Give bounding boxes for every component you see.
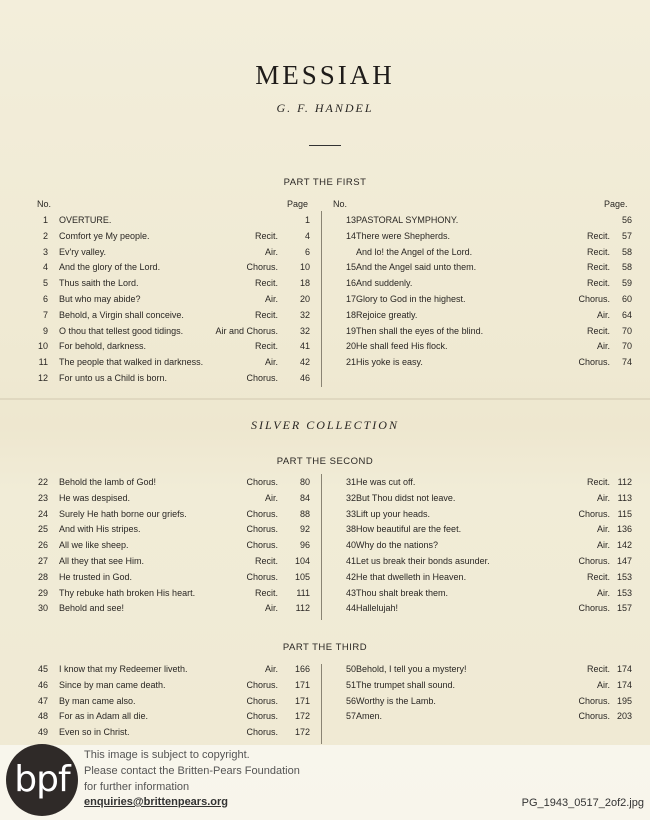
movement-page: 171 [294,695,310,706]
movement-number: 38 [345,524,356,535]
movement-title: But Thou didst not leave. [356,492,456,503]
movement-row [320,586,650,602]
movement-type: Chorus. [578,711,610,722]
movement-row [320,276,650,292]
part1-right-list [320,213,650,371]
movement-title: O thou that tellest good tidings. [59,325,184,336]
movement-title: His yoke is easy. [356,357,423,368]
movement-number: 3 [42,246,48,257]
movement-row [0,475,320,491]
movement-type: Recit. [254,341,278,352]
movement-number: 7 [42,309,48,320]
movement-page: 80 [299,477,310,487]
movement-title: He was cut off. [356,477,416,487]
movement-row [320,213,650,229]
movement-page: 64 [621,309,632,320]
movement-page: 153 [616,571,632,582]
movement-title: Worthy is the Lamb. [356,695,436,706]
composer-name: G. F. HANDEL [276,101,374,115]
movement-title: And lo! the Angel of the Lord. [356,246,473,257]
movement-number: 15 [345,262,356,273]
copyright-line-1: This image is subject to copyright. [84,749,250,761]
movement-title: And with His stripes. [59,524,141,535]
movement-type: Recit. [586,325,610,336]
movement-row [0,694,320,710]
movement-title: He was despised. [59,492,131,503]
movement-number: 11 [38,357,48,368]
column-divider [321,664,322,744]
movement-page: 6 [304,246,310,257]
movement-title: By man came also. [59,695,136,706]
movement-type: Recit. [586,278,610,289]
movement-row [0,308,320,324]
movement-number: 51 [345,679,356,690]
movement-row [320,229,650,245]
movement-row [0,491,320,507]
movement-page: 105 [294,571,310,582]
paper-fold [0,398,650,400]
movement-type: Air. [264,246,278,257]
movement-page: 195 [616,695,632,706]
movement-row [320,709,650,725]
movement-number: 4 [42,262,48,273]
movement-page: 58 [621,246,632,257]
movement-page: 60 [621,293,632,304]
part3-left-list [0,662,320,741]
movement-type: Air. [596,492,610,503]
movement-title: There were Shepherds. [356,230,451,241]
movement-title: For behold, darkness. [59,341,147,352]
movement-number: 17 [345,293,356,304]
movement-number: 56 [345,695,356,706]
copyright-line-2: Please contact the Britten-Pears Foundation [84,765,300,777]
movement-page: 92 [299,524,310,535]
movement-title: I know that my Redeemer liveth. [59,664,188,674]
movement-number: 43 [345,587,356,598]
movement-row [320,475,650,491]
work-title: MESSIAH [255,60,395,90]
movement-page: 20 [299,293,310,304]
movement-page: 171 [294,679,310,690]
part2-right-list [320,475,650,617]
movement-type: Chorus. [578,695,610,706]
movement-row [320,260,650,276]
movement-number: 22 [37,477,48,487]
movement-page: 172 [294,711,310,722]
movement-page: 115 [617,508,632,519]
movement-number: 14 [345,230,356,241]
movement-title: Glory to God in the highest. [356,293,466,304]
movement-row [0,260,320,276]
movement-type: Chorus. [578,293,610,304]
bpf-logo-text: bpf [14,759,70,800]
movement-row [0,507,320,523]
movement-page: 10 [299,262,310,273]
movement-title: And the glory of the Lord. [59,262,161,273]
movement-row [0,586,320,602]
movement-title: The people that walked in darkness. [59,357,204,368]
movement-title: Since by man came death. [59,679,166,690]
movement-row [0,339,320,355]
movement-page: 142 [616,540,632,551]
movement-title: Why do the nations? [356,540,439,551]
movement-type: Air. [596,540,610,551]
silver-collection-heading: SILVER COLLECTION [251,418,399,432]
movement-type: Chorus. [578,555,610,566]
movement-number: 12 [37,372,48,383]
movement-title: And the Angel said unto them. [356,262,477,273]
movement-number: 26 [37,540,48,551]
movement-title: Rejoice greatly. [356,309,418,320]
movement-type: Air. [264,603,278,614]
movement-page: 153 [616,587,632,598]
movement-number: 50 [345,664,356,674]
movement-page: 58 [621,262,632,273]
movement-number: 2 [42,230,48,241]
movement-title: Thy rebuke hath broken His heart. [59,587,196,598]
movement-title: Ev'ry valley. [59,246,107,257]
movement-title: Behold the lamb of God! [59,477,157,487]
movement-row [0,522,320,538]
movement-number: 44 [345,603,356,614]
movement-page: 70 [621,341,632,352]
movement-title: Let us break their bonds asunder. [356,555,490,566]
movement-page: 42 [299,357,310,368]
movement-row [0,213,320,229]
movement-row [0,292,320,308]
movement-number: 45 [37,664,48,674]
movement-type: Chorus. [246,540,278,551]
movement-type: Chorus. [578,603,610,614]
movement-row [0,601,320,617]
movement-page: 172 [294,727,310,738]
movement-row [320,601,650,617]
movement-number: 40 [345,540,356,551]
movement-row [0,538,320,554]
movement-title: Amen. [356,711,383,722]
movement-number: 21 [345,357,356,368]
movement-row [320,678,650,694]
movement-page: 113 [617,492,632,503]
movement-number: 23 [37,492,48,503]
page-header-right: Page. [604,199,628,209]
page-header-left: Page [287,199,309,209]
movement-row [0,554,320,570]
movement-page: 112 [295,603,310,614]
movement-number: 46 [37,679,48,690]
movement-number: 33 [345,508,356,519]
movement-title: Surely He hath borne our griefs. [59,508,187,519]
movement-type: Chorus. [246,695,278,706]
movement-title: And suddenly. [356,278,413,289]
movement-row [0,229,320,245]
movement-title: The trumpet shall sound. [356,679,456,690]
movement-title: For as in Adam all die. [59,711,149,722]
movement-type: Recit. [586,664,610,674]
movement-type: Recit. [254,587,278,598]
movement-type: Recit. [254,309,278,320]
movement-type: Air. [596,679,610,690]
movement-type: Recit. [586,246,610,257]
part-first-heading: PART THE FIRST [283,177,367,188]
movement-row [320,339,650,355]
movement-row [320,522,650,538]
movement-row [0,725,320,741]
movement-type: Chorus. [246,727,278,738]
movement-number: 9 [42,325,48,336]
part3-right-list [320,662,650,725]
movement-title: Lift up your heads. [356,508,431,519]
movement-number: 19 [345,325,356,336]
movement-row [320,491,650,507]
movement-title: Behold, a Virgin shall conceive. [59,309,184,320]
contact-email-link[interactable]: enquiries@brittenpears.org [84,796,228,808]
movement-row [320,554,650,570]
movement-page: 111 [296,587,310,598]
no-header-right: No. [333,199,348,209]
movement-row [320,245,650,261]
movement-page: 112 [617,477,632,487]
movement-type: Chorus. [246,711,278,722]
movement-number: 49 [37,727,48,738]
movement-number: 32 [345,492,356,503]
movement-title: How beautiful are the feet. [356,524,462,535]
movement-page: 174 [616,679,632,690]
movement-page: 96 [299,540,310,551]
movement-row [0,245,320,261]
movement-type: Chorus. [246,508,278,519]
movement-row [320,355,650,371]
movement-number: 20 [345,341,356,352]
movement-title: Thus saith the Lord. [59,278,139,289]
movement-title: Even so in Christ. [59,727,130,738]
movement-type: Recit. [586,571,610,582]
movement-title: But who may abide? [59,293,141,304]
movement-number: 28 [37,571,48,582]
movement-type: Air. [596,524,610,535]
movement-page: 18 [299,278,310,289]
movement-number: 47 [37,695,48,706]
movement-title: Thou shalt break them. [356,587,449,598]
movement-row [0,371,320,387]
movement-title: Hallelujah! [356,603,399,614]
part2-left-list [0,475,320,617]
movement-number: 5 [42,278,48,289]
movement-type: Chorus. [578,357,610,368]
movement-title: He shall feed His flock. [356,341,448,352]
movement-page: 166 [294,664,310,674]
movement-page: 203 [616,711,632,722]
movement-title: PASTORAL SYMPHONY. [356,215,459,225]
movement-page: 56 [621,215,632,225]
movement-number: 29 [37,587,48,598]
movement-type: Chorus. [246,571,278,582]
movement-page: 4 [304,230,310,241]
movement-number: 18 [345,309,356,320]
movement-page: 32 [299,309,310,320]
movement-number: 25 [37,524,48,535]
copyright-line-3: for further information [84,781,190,793]
movement-type: Air and Chorus. [215,325,278,336]
movement-title: All they that see Him. [59,555,145,566]
movement-type: Air. [264,293,278,304]
movement-title: Comfort ye My people. [59,230,150,241]
movement-row [320,507,650,523]
movement-title: Behold and see! [59,603,125,614]
movement-type: Chorus. [246,524,278,535]
movement-row [0,662,320,678]
movement-number: 1 [42,215,48,225]
movement-row [320,324,650,340]
movement-row [0,355,320,371]
part1-left-list [0,213,320,387]
movement-type: Chorus. [578,508,610,519]
movement-type: Recit. [254,278,278,289]
movement-row [320,662,650,678]
title-rule [309,145,341,146]
movement-number: 48 [37,711,48,722]
movement-number: 42 [345,571,356,582]
part-third-heading: PART THE THIRD [282,642,368,653]
movement-page: 59 [621,278,632,289]
movement-row [0,570,320,586]
column-divider [321,211,322,387]
movement-title: Then shall the eyes of the blind. [356,325,484,336]
movement-number: 16 [345,278,356,289]
movement-title: All we like sheep. [59,540,129,551]
movement-row [0,678,320,694]
image-id: PG_1943_0517_2of2.jpg [521,797,644,809]
movement-type: Air. [596,341,610,352]
movement-type: Air. [264,664,278,674]
movement-type: Recit. [254,555,278,566]
movement-row [0,709,320,725]
movement-type: Chorus. [246,679,278,690]
movement-number: 13 [345,215,356,225]
movement-number: 24 [37,508,48,519]
movement-page: 1 [304,215,310,225]
movement-page: 174 [616,664,632,674]
movement-number: 27 [37,555,48,566]
movement-row [320,694,650,710]
movement-row [320,538,650,554]
movement-title: Behold, I tell you a mystery! [356,664,467,674]
movement-page: 157 [616,603,632,614]
movement-type: Air. [596,587,610,598]
movement-page: 46 [299,372,310,383]
movement-type: Air. [264,492,278,503]
movement-type: Chorus. [246,262,278,273]
movement-type: Recit. [586,230,610,241]
movement-page: 136 [616,524,632,535]
column-divider [321,474,322,620]
movement-type: Recit. [586,477,610,487]
movement-row [0,324,320,340]
movement-type: Air. [596,309,610,320]
movement-number: 30 [37,603,48,614]
movement-type: Recit. [586,262,610,273]
movement-page: 41 [299,341,310,352]
movement-page: 104 [294,555,310,566]
no-header-left: No. [37,199,52,209]
movement-page: 57 [621,230,632,241]
movement-number: 10 [37,341,48,352]
movement-type: Air. [264,357,278,368]
movement-page: 88 [299,508,310,519]
movement-row [320,292,650,308]
movement-type: Chorus. [246,477,278,487]
movement-title: He trusted in God. [59,571,133,582]
movement-number: 6 [42,293,48,304]
movement-number: 57 [345,711,356,722]
movement-row [320,570,650,586]
movement-page: 147 [616,555,632,566]
movement-row [320,308,650,324]
movement-number: 41 [345,555,356,566]
movement-row [0,276,320,292]
movement-type: Recit. [254,230,278,241]
movement-page: 70 [621,325,632,336]
movement-title: He that dwelleth in Heaven. [356,571,467,582]
movement-page: 84 [299,492,310,503]
part-second-heading: PART THE SECOND [276,456,374,467]
movement-number: 31 [345,477,356,487]
movement-title: For unto us a Child is born. [59,372,168,383]
movement-title: OVERTURE. [59,215,112,225]
movement-page: 74 [621,357,632,368]
movement-type: Chorus. [246,372,278,383]
movement-page: 32 [299,325,310,336]
